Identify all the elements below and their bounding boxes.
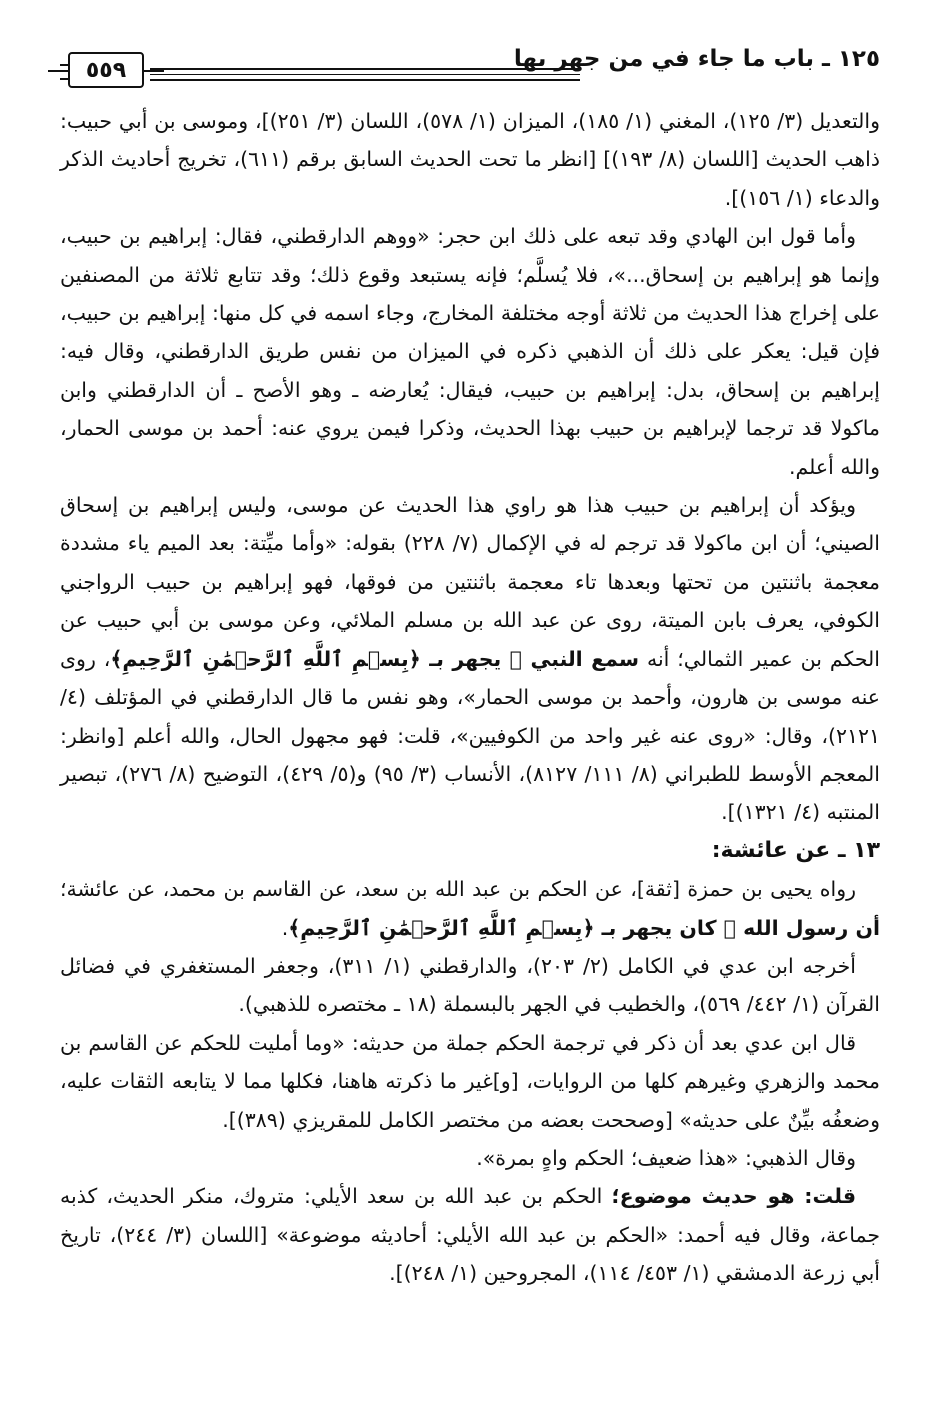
header-rule [150,68,580,70]
paragraph [60,1177,880,1292]
page-body [60,102,880,1293]
paragraph-text: رواه يحيى بن حمزة [ثقة]، عن الحكم بن عبد الله بن سعد، عن القاسم بن محمد، عن عائشة؛ [60,877,856,902]
header-rule [150,79,580,81]
paragraph: قال ابن عدي بعد أن ذكر في ترجمة الحكم جملة من حديثه: «وما أمليت للحكم عن القاسم بن محمد والزهري وغيرهم كلها من الروايات، [و]غير ما ذكرته هاهنا، فكلها مما لا يتابعه الثقات عليه، وضعفُه بيِّنٌ على حديثه» [وصححت بعضه من مختصر الكامل للمقريزي (٣٨٩)]. [60,1030,880,1132]
paragraph: وقال الذهبي: «هذا ضعيف؛ الحكم واهٍ بمرة». [476,1145,856,1170]
book-page [60,40,880,1380]
paragraph [60,486,880,832]
paragraph: أخرجه ابن عدي في الكامل (٢/ ٢٠٣)، والدارقطني (١/ ٣١١)، وجعفر المستغفري في فضائل القرآن (١/ ٤٤٢/ ٥٦٩)، والخطيب في الجهر بالبسملة (١٨ ـ مختصره للذهبي). [60,953,880,1017]
paragraph-text: الحكم بن عبد الله بن سعد الأيلي: متروك، منكر الحديث، كذبه جماعة، وقال فيه أحمد: «الحكم بن عبد الله الأيلي: أحاديثه موضوعة» [اللسان (٣/ ٢٤٤)، تاريخ أبي زرعة الدمشقي (١/ ٤٥٣/ ١١٤)، المجروحين (١/ ٢٤٨)]. [60,1184,880,1286]
ruling-label: قلت: هو حديث موضوع؛ [611,1184,856,1209]
paragraph: والتعديل (٣/ ١٢٥)، المغني (١/ ١٨٥)، الميزان (١/ ٥٧٨)، اللسان (٣/ ٢٥١)]، وموسى بن أبي حبيب: ذاهب الحديث [اللسان (٨/ ١٩٣)] [انظر ما تحت الحديث السابق برقم (٦١١)، تخريج أحاديث الذكر والدعاء (١/ ١٥٦)]. [60,109,880,210]
header-rule [150,74,580,75]
paragraph-text: ، روى عنه موسى بن هارون، وأحمد بن موسى الحمار»، وهو نفس ما قال الدارقطني في المؤتلف (٤/ ٢١٢١)، وقال: «روى عنه غير واحد من الكوفيين»، قلت: فهو مجهول الحال، والله أعلم [وانظر: المعجم الأوسط للطبراني (٨/ ١١١/ ٨١٢٧)، الأنساب (٣/ ٩٥) و(٥/ ٤٢٩)، التوضيح (٨/ ٢٧٦)، تبصير المنتبه (٤/ ١٣٢١)]. [60,646,880,825]
running-head: ١٢٥ ـ باب ما جاء في من جهر بها [513,46,880,72]
page-header [60,40,880,92]
paragraph-text: . [281,915,289,940]
page-number: ٥٥٩ [68,52,144,88]
hadith-text: أن رسول الله ﷺ كان يجهر بـ ﴿بِسۡمِ ٱللَّهِ ٱلرَّحۡمَٰنِ ٱلرَّحِيمِ﴾ [288,915,880,940]
header-rule-left [60,64,68,80]
paragraph-text: ويؤكد أن إبراهيم بن حبيب هذا هو راوي هذا الحديث عن موسى، وليس إبراهيم بن إسحاق الصيني؛ أن ابن ماكولا قد ترجم له في الإكمال (٧/ ٢٢٨) بقوله: «وأما ميِّتة: بعد الميم ياء مشددة معجمة باثنتين من تحتها وبعدها تاء معجمة باثنتين من فوقها، فهو إبراهيم بن حبيب الرواجني الكوفي، يعرف بابن الميتة، روى عن عبد الله بن مسلم الملائي، وعن موسى بن أبي حبيب عن الحكم بن عمير الثمالي؛ أنه [60,493,880,671]
paragraph: وأما قول ابن الهادي وقد تبعه على ذلك ابن حجر: «ووهم الدارقطني، فقال: إبراهيم بن حبيب، وإنما هو إبراهيم بن إسحاق...»، فلا يُسلَّم؛ فإنه يستبعد وقوع ذلك؛ وقد تتابع ثلاثة من المصنفين على إخراج هذا الحديث من ثلاثة أوجه مختلفة المخارج، وجاء اسمه في كل منها: إبراهيم بن حبيب، فإن قيل: يعكر على ذلك أن الذهبي ذكره في الميزان من نفس طريق الدارقطني، وقال فيه: إبراهيم بن إسحاق، بدل: إبراهيم بن حبيب، فيقال: يُعارضه ـ وهو الأصح ـ أن الدارقطني وابن ماكولا قد ترجما لإبراهيم بن حبيب بهذا الحديث، وذكرا فيمن يروي عنه: أحمد بن موسى الحمار، والله أعلم. [60,224,880,479]
section-heading: ١٣ ـ عن عائشة: [711,837,880,863]
hadith-text: سمع النبي ﷺ يجهر بـ ﴿بِسۡمِ ٱللَّهِ ٱلرَّحۡمَٰنِ ٱلرَّحِيمِ﴾ [110,646,640,671]
paragraph [60,870,880,947]
